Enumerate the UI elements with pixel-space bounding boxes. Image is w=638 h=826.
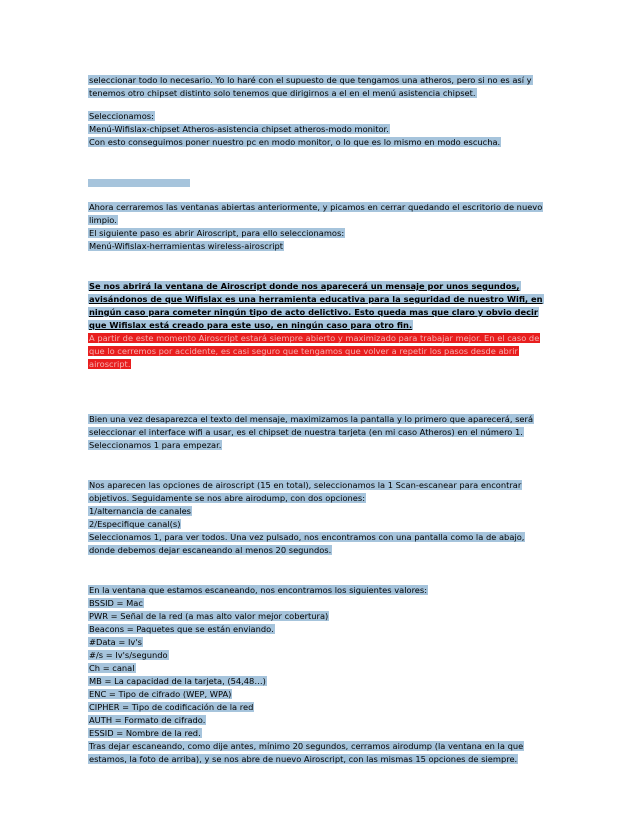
text-line: ESSID = Nombre de la red. [89, 728, 201, 738]
text-line: Menú-Wifislax-chipset Atheros-asistencia chipset atheros-modo monitor. [89, 124, 389, 134]
text-line: avisándonos de que Wifislax es una herramienta educativa para la seguridad de nuestro Wifi, en [89, 294, 543, 304]
text-line: que Wifislax está creado para este uso, en ningún caso para otro fin. [89, 320, 413, 330]
select-paragraph [88, 110, 548, 149]
text-line: Beacons = Paquetes que se están enviando. [89, 624, 274, 634]
text-line: A partir de este momento Airoscript estará siempre abierto y maximizado para trabajar mejor. En el caso de [89, 333, 540, 343]
text-line: PWR = Señal de la red (a mas alto valor mejor cobertura) [89, 611, 329, 621]
text-line: estamos, la foto de arriba), y se nos abre de nuevo Airoscript, con las mismas 15 opciones de siempre. [89, 754, 518, 764]
text-line: objetivos. Seguidamente se nos abre airodump, con dos opciones: [89, 493, 366, 503]
intro-paragraph [88, 74, 548, 100]
text-line: airoscript. [89, 359, 131, 369]
airoscript-paragraph [88, 201, 548, 253]
text-line: Tras dejar escaneando, como dije antes, mínimo 20 segundos, cerramos airodump (la ventana en la que [89, 741, 524, 751]
text-line: ENC = Tipo de cifrado (WEP, WPA) [89, 689, 232, 699]
text-line: Bien una vez desaparezca el texto del mensaje, maximizamos la pantalla y lo primero que aparecerá, será [89, 414, 534, 424]
text-line: seleccionar todo lo necesario. Yo lo haré con el supuesto de que tengamos una atheros, pero si no es así y [89, 75, 532, 85]
text-line: 1/alternancia de canales [89, 506, 192, 516]
maximize-paragraph [88, 413, 548, 452]
text-line: Seleccionamos 1 para empezar. [89, 440, 222, 450]
text-line: ningún caso para cometer ningún tipo de acto delictivo. Esto queda mas que claro y obvio decir [89, 307, 538, 317]
text-line: Seleccionamos 1, para ver todos. Una vez pulsado, nos encontramos con una pantalla como la de abajo, [89, 532, 525, 542]
text-line: AUTH = Formato de cifrado. [89, 715, 206, 725]
text-line: 2/Especifique canal(s) [89, 519, 181, 529]
text-line: Ch = canal [89, 663, 135, 673]
warning-paragraph [88, 280, 548, 332]
text-line: #/s = Iv's/segundo [89, 650, 168, 660]
text-line: Se nos abrirá la ventana de Airoscript donde nos aparecerá un mensaje por unos segundos, [89, 281, 520, 291]
text-line: Seleccionamos: [89, 111, 154, 121]
text-line: Nos aparecen las opciones de airoscript (15 en total), seleccionamos la 1 Scan-escanear para encontrar [89, 480, 522, 490]
text-line: donde debemos dejar escaneando al menos 20 segundos. [89, 545, 332, 555]
text-line: que lo cerremos por accidente, es casi seguro que tengamos que volver a repetir los pasos desde abrir [89, 346, 518, 356]
text-line: Ahora cerraremos las ventanas abiertas anteriormente, y picamos en cerrar quedando el escritorio de nuevo [89, 202, 543, 212]
text-line: tenemos otro chipset distinto solo tenemos que dirigirnos a el en el menú asistencia chipset. [89, 88, 476, 98]
text-line: MB = La capacidad de la tarjeta, (54,48…) [89, 676, 266, 686]
text-line: BSSID = Mac [89, 598, 143, 608]
text-line: Menú-Wifislax-herramientas wireless-airoscript [89, 241, 284, 251]
text-line: Con esto conseguimos poner nuestro pc en modo monitor, o lo que es lo mismo en modo escucha. [89, 137, 501, 147]
text-line: El siguiente paso es abrir Airoscript, para ello seleccionamos: [89, 228, 345, 238]
text-line: En la ventana que estamos escaneando, nos encontramos los siguientes valores: [89, 585, 428, 595]
text-line: limpio. [89, 215, 117, 225]
highlight-bar [88, 179, 190, 187]
red-note-paragraph [88, 332, 548, 371]
text-line: #Data = Iv's [89, 637, 142, 647]
options-paragraph [88, 479, 548, 557]
text-line: seleccionar el interface wifi a usar, es el chipset de nuestra tarjeta (en mi caso Atheros) en el número 1. [89, 427, 523, 437]
text-line: CIPHER = Tipo de codificación de la red [89, 702, 254, 712]
values-paragraph [88, 584, 548, 766]
